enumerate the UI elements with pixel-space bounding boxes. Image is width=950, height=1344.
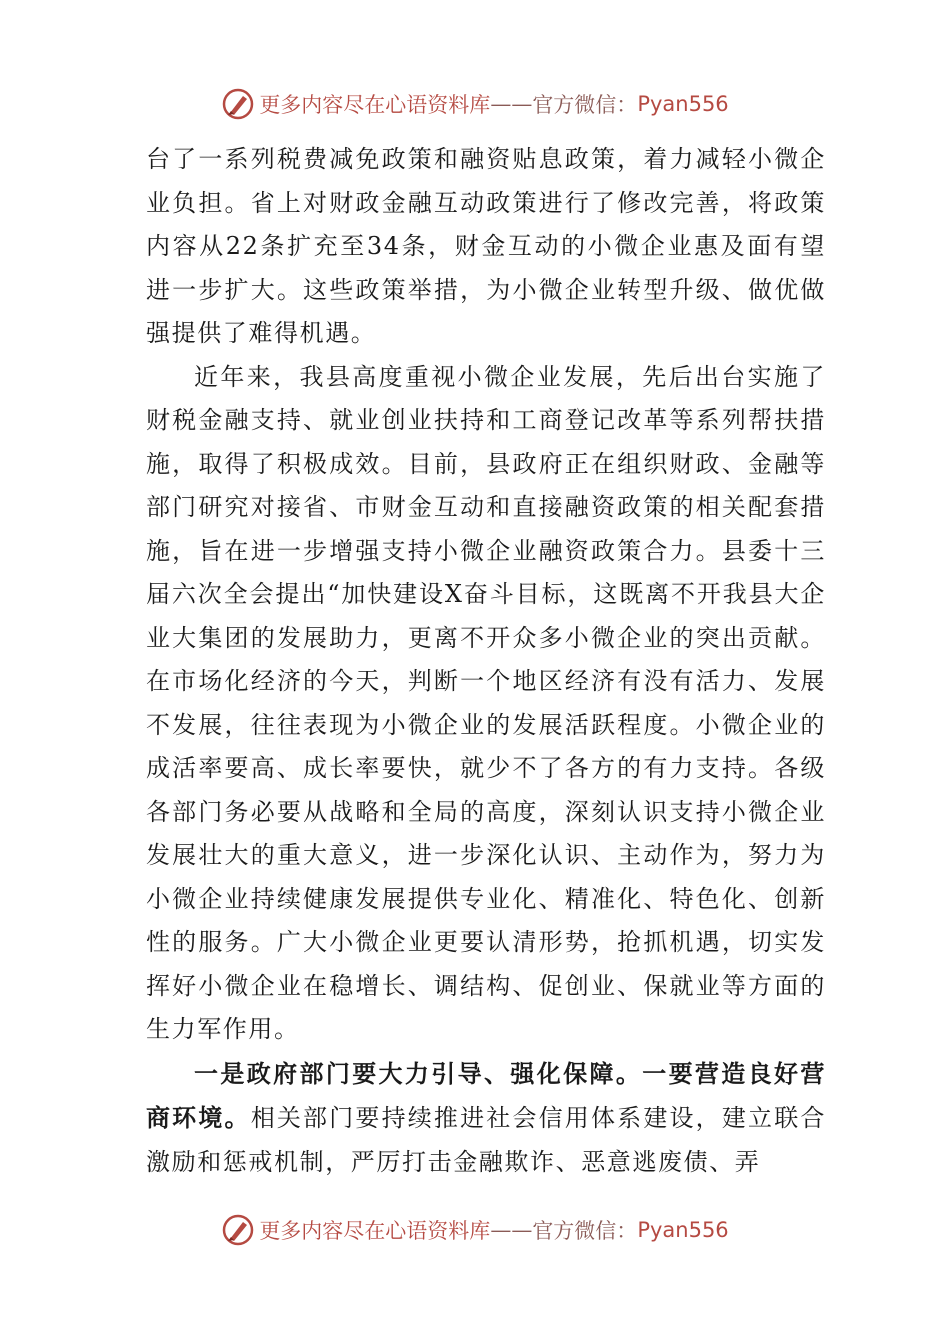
pen-nib-logo-icon (221, 87, 255, 121)
header-wechat-id: Pyan556 (637, 92, 729, 116)
paragraph-3-text: 相关部门要持续推进社会信用体系建设，建立联合激励和惩戒机制，严厉打击金融欺诈、恶意逃废债、弄 (146, 1104, 826, 1176)
footer-wechat-id: Pyan556 (637, 1218, 729, 1242)
paragraph-3-heading: 一是政府部门要大力引导、强化保障。一要营造良好营商环境。 (146, 1058, 826, 1132)
footer-wechat-label: 官方微信： (532, 1219, 638, 1243)
paragraph-1: 台了一系列税费减免政策和融资贴息政策，着力减轻小微企业负担。省上对财政金融互动政策进行了修改完善，将政策内容从22条扩充至34条，财金互动的小微企业惠及面有望进一步扩大。这些政策举措，为小微企业转型升级、做优做强提供了难得机遇。 (146, 145, 826, 347)
paragraph-3 (146, 1052, 826, 1185)
paragraph-2: 近年来，我县高度重视小微企业发展，先后出台实施了财税金融支持、就业创业扶持和工商登记改革等系列帮扶措施，取得了积极成效。目前，县政府正在组织财政、金融等部门研究对接省、市财金互动和直接融资政策的相关配套措施，旨在进一步增强支持小微企业融资政策合力。县委十三届六次全会提出“加快建设X奋斗目标，这既离不开我县大企业大集团的发展助力，更离不开众多小微企业的突出贡献。在市场化经济的今天，判断一个地区经济有没有活力、发展不发展，往往表现为小微企业的发展活跃程度。小微企业的成活率要高、成长率要快，就少不了各方的有力支持。各级各部门务必要从战略和全局的高度，深刻认识支持小微企业发展壮大的重大意义，进一步深化认识、主动作为，努力为小微企业持续健康发展提供专业化、精准化、特色化、创新性的服务。广大小微企业更要认清形势，抢抓机遇，切实发挥好小微企业在稳增长、调结构、促创业、保就业等方面的生力军作用。 (146, 362, 826, 1043)
header-site-name: 更多内容尽在心语资料库 (259, 93, 491, 117)
footer-banner (0, 1210, 950, 1250)
footer-site-name: 更多内容尽在心语资料库 (259, 1219, 491, 1243)
header-banner (0, 84, 950, 124)
header-dash: —— (490, 92, 533, 116)
footer-dash: —— (490, 1218, 533, 1242)
document-body (146, 138, 826, 1184)
pen-nib-logo-icon (221, 1213, 255, 1247)
header-wechat-label: 官方微信： (532, 93, 638, 117)
